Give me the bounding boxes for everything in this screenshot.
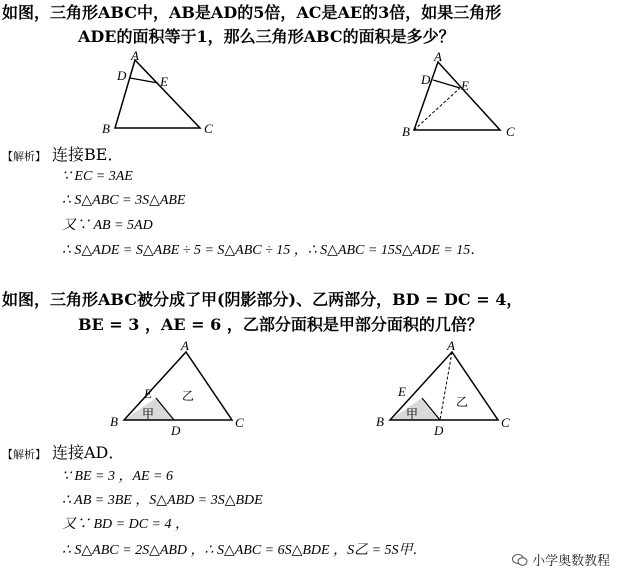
ex2-figure-triangle-connected: [370, 338, 520, 438]
ex2-question-text-1: 如图，三角形ABC被分成了甲(阴影部分)、乙两部分，BD = DC = 4，: [2, 290, 523, 309]
label-e: E: [461, 78, 469, 93]
wechat-icon: [512, 553, 528, 567]
solution-step: 又∵ BD = DC = 4 ，: [62, 517, 190, 532]
label-c: C: [204, 121, 213, 136]
label-a: A: [131, 50, 139, 63]
solution-step: ∴ S△ABC = 2S△ABD ，∴ S△ABC = 6S△BDE ，S乙 = 5S甲．: [62, 543, 427, 558]
ex1-triangle-abc: [115, 60, 200, 128]
label-b: B: [102, 121, 110, 136]
solution-step: ∴ AB = 3BE ，S△ABD = 3S△BDE: [62, 493, 263, 508]
ex1-figure-triangle: [100, 50, 220, 140]
ex1-question-text-1: 如图，三角形ABC中，AB是AD的5倍，AC是AE的3倍，如果三角形: [2, 3, 502, 22]
label-d: D: [117, 68, 127, 83]
label-d: D: [421, 72, 431, 87]
ex2-solution-line1: [2, 444, 124, 464]
ex2-question-text-2: BE = 3 ，AE = 6 ，乙部分面积是甲部分面积的几倍？: [78, 315, 483, 334]
watermark: [512, 550, 610, 569]
solution-tag: 【解析】: [2, 448, 46, 461]
label-d: D: [171, 423, 181, 438]
ex1-question-text-2: ADE的面积等于1，那么三角形ABC的面积是多少？: [78, 27, 455, 46]
ex2-figure-triangle: [104, 338, 254, 438]
solution-step: 又∵ AB = 5AD: [62, 218, 153, 233]
solution-step: ∴ S△ADE = S△ABE ÷ 5 = S△ABC ÷ 15 ，∴ S△ABC = 15S△ADE = 15．: [62, 243, 485, 258]
label-yi: 乙: [456, 395, 469, 409]
ex1-question-line1: [2, 3, 501, 23]
label-c: C: [501, 415, 510, 430]
solution-step: 连接BE．: [52, 145, 124, 164]
ex1-figure-triangle-connected: [400, 50, 525, 142]
solution-step: ∴ S△ABC = 3S△ABE: [62, 193, 186, 208]
ex1-question-line2: [78, 27, 455, 47]
ex1-solution-line1: [2, 146, 123, 166]
label-b: B: [376, 414, 384, 429]
label-e: E: [144, 386, 152, 401]
label-jia: 甲: [142, 407, 155, 421]
label-a: A: [434, 50, 442, 64]
ex2-question-line2: [78, 315, 483, 335]
label-b: B: [110, 414, 118, 429]
solution-step: ∵ BE = 3 ，AE = 6: [62, 469, 174, 484]
label-yi: 乙: [182, 389, 195, 403]
label-e: E: [398, 384, 406, 399]
label-a: A: [447, 338, 455, 353]
label-jia: 甲: [406, 407, 419, 421]
label-a: A: [181, 338, 189, 353]
ex2-question-line1: [2, 290, 522, 310]
solution-step: 连接AD．: [52, 443, 125, 462]
label-e: E: [160, 74, 168, 89]
label-b: B: [402, 124, 410, 139]
label-c: C: [506, 124, 515, 139]
label-c: C: [235, 415, 244, 430]
solution-step: ∵ EC = 3AE: [62, 169, 133, 184]
watermark-text: 小学奥数教程: [532, 554, 611, 569]
solution-tag: 【解析】: [2, 150, 46, 163]
label-d: D: [434, 423, 444, 438]
